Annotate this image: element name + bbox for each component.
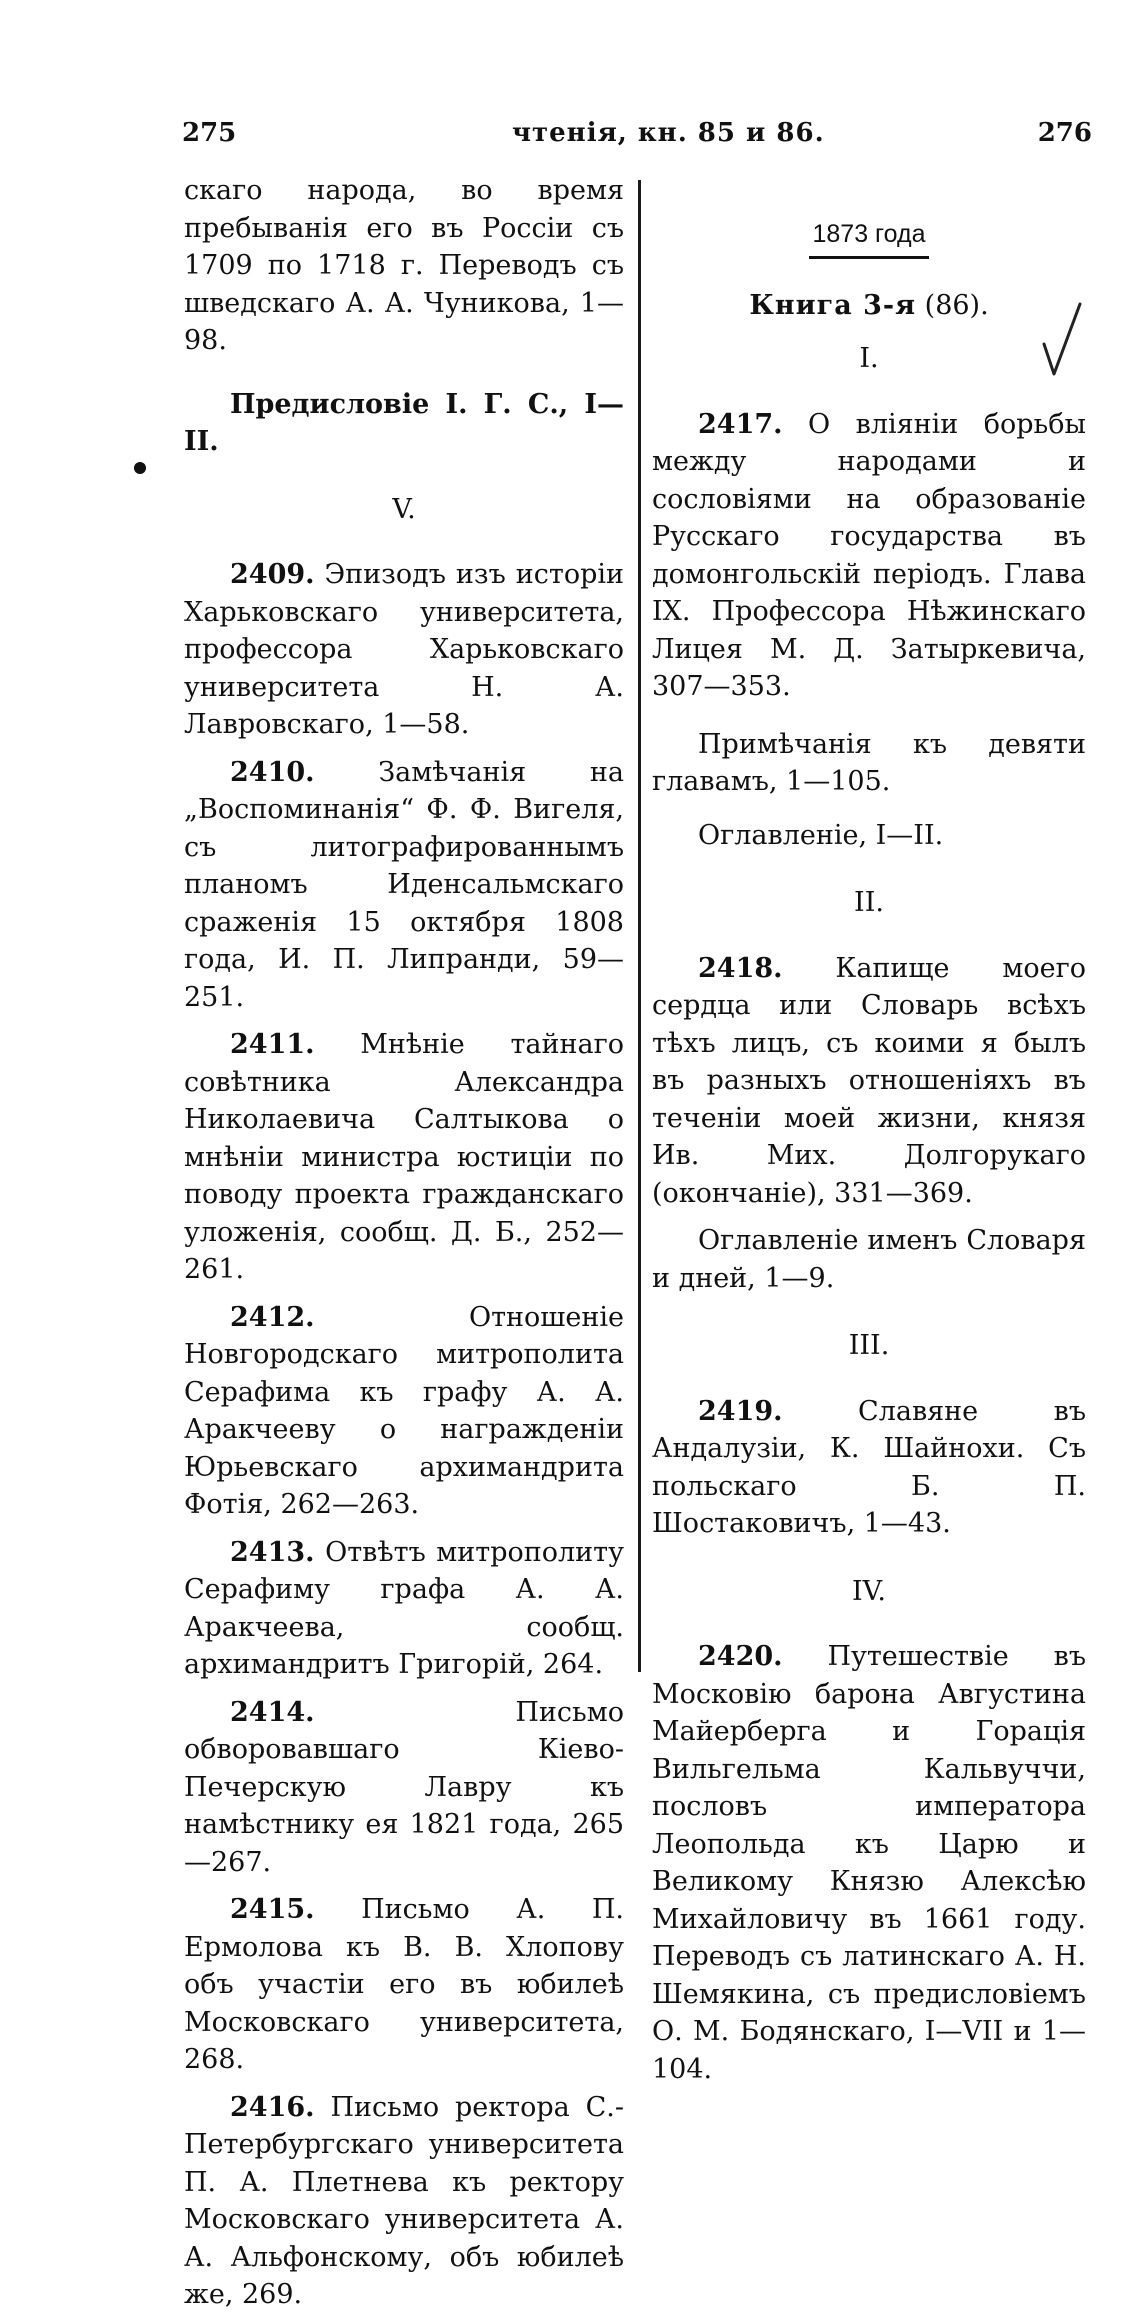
entry-number: 2412.: [230, 1301, 315, 1333]
book-number: (86).: [924, 289, 989, 321]
entry-2412: [184, 1299, 624, 1524]
entry-2418: [652, 950, 1086, 1213]
entry-number: 2409.: [230, 559, 315, 590]
contents-names-line: Оглавленіе именъ Словаря и дней, 1—9.: [652, 1225, 1086, 1294]
entry-2413: [184, 1534, 624, 1684]
column-divider: [638, 180, 641, 1672]
entry-text: Письмо ректора С.-Петербургскаго университета П. А. Плетнева къ ректору Московскаго университета А. А. Альфонскому, объ юбилеѣ же, 269.: [184, 2091, 624, 2310]
entry-2411: [184, 1026, 624, 1289]
entry-number: 2420.: [698, 1641, 783, 1672]
notes-line: Примѣчанія къ девяти главамъ, 1—105.: [652, 728, 1086, 797]
preface-line: Предисловіе І. Г. С., І—ІІ.: [184, 388, 624, 457]
entry-text: Отношеніе Новгородскаго митрополита Серафима къ графу А. А. Аракчееву о награжденіи Юрьевскаго архимандрита Фотія, 262—263.: [184, 1301, 624, 1520]
year-heading: 1873 года: [809, 216, 930, 259]
entry-number: 2415.: [230, 1894, 315, 1925]
section-heading-ii: II.: [854, 887, 884, 918]
header-title: чтенія, кн. 85 и 86.: [512, 118, 825, 148]
section-heading-iv: IV.: [851, 1575, 887, 1607]
entry-2410: [184, 754, 624, 1017]
book-heading: [652, 287, 1086, 325]
running-header: [182, 118, 1092, 158]
book-title: Книга 3-я: [749, 289, 917, 321]
contents-line: Оглавленіе, I—II.: [698, 819, 944, 851]
entry-number: 2416.: [230, 2091, 315, 2123]
entry-text: Замѣчанія на „Воспоминанія“ Ф. Ф. Вигеля, съ литографированнымъ планомъ Иденсальмскаго сраженія 15 октября 1808 года, И. П. Липранди, 59—251.: [184, 756, 624, 1013]
entry-2417: [652, 406, 1086, 706]
margin-dot-mark: [134, 462, 146, 474]
entry-number: 2410.: [230, 756, 315, 788]
entry-text: Славяне въ Андалузіи, К. Шайнохи. Съ польскаго Б. П. Шостаковичъ, 1—43.: [652, 1395, 1086, 1539]
entry-text: Путешествіе въ Московію барона Августина Майерберга и Горація Вильгельма Кальвуччи, пословъ императора Леопольда къ Царю и Великому Князю Алексѣю Михайловичу въ 1661 году. Переводъ съ латинскаго А. Н. Шемякина, съ предисловіемъ О. М. Бодянскаго, I—VII и 1—104.: [652, 1641, 1086, 2085]
entry-2416: [184, 2089, 624, 2314]
entry-text: Мнѣніе тайнаго совѣтника Александра Николаевича Салтыкова о мнѣніи министра юстиціи по поводу проекта гражданскаго уложенія, сообщ. Д. Б., 252—261.: [184, 1029, 624, 1285]
year-heading-wrap: [652, 216, 1086, 259]
entry-2419: [652, 1393, 1086, 1543]
entry-number: 2411.: [230, 1029, 315, 1060]
entry-text: Отвѣтъ митрополиту Серафиму графа А. А. Аракчеева, сообщ. архимандритъ Григорій, 264.: [184, 1536, 624, 1680]
continued-entry: скаго народа, во время пребыванія его въ Россіи съ 1709 по 1718 г. Переводъ съ шведскаго А. А. Чуникова, 1—98.: [184, 175, 624, 356]
entry-2409: [184, 556, 624, 744]
page-number-left: 275: [182, 118, 237, 148]
entry-text: О вліяніи борьбы между народами и сословіями на образованіе Русскаго государства въ домонгольскій періодъ. Глава IX. Профессора Нѣжинскаго Лицея М. Д. Затыркевича, 307—353.: [652, 408, 1086, 702]
entry-text: Письмо А. П. Ермолова къ В. В. Хлопову объ участіи его въ юбилеѣ Московскаго университета, 268.: [184, 1894, 624, 2075]
section-heading-i: I.: [859, 343, 879, 374]
entry-text: Эпизодъ изъ исторіи Харьковскаго университета, профессора Харьковскаго университета Н. А. Лавровскаго, 1—58.: [184, 559, 624, 740]
entry-text: Капище моего сердца или Словарь всѣхъ тѣхъ лицъ, съ коими я былъ въ разныхъ отношеніяхъ въ теченіи моей жизни, князя Ив. Мих. Долгорукаго (окончаніе), 331—369.: [652, 952, 1086, 1209]
entry-number: 2419.: [698, 1395, 783, 1427]
right-column: [652, 172, 1086, 2098]
entry-text: Письмо обворовавшаго Кіево-Печерскую Лавру къ намѣстнику ея 1821 года, 265—267.: [184, 1696, 624, 1878]
page-number-right: 276: [1037, 118, 1092, 148]
entry-number: 2418.: [698, 952, 783, 984]
entry-number: 2414.: [230, 1696, 315, 1728]
entry-number: 2417.: [698, 408, 783, 440]
entry-2415: [184, 1891, 624, 2079]
entry-2420: [652, 1638, 1086, 2088]
section-heading-v: V.: [392, 493, 416, 525]
entry-number: 2413.: [230, 1536, 315, 1568]
left-column: [184, 172, 624, 2324]
section-heading-iii: III.: [848, 1330, 890, 1361]
entry-2414: [184, 1694, 624, 1882]
